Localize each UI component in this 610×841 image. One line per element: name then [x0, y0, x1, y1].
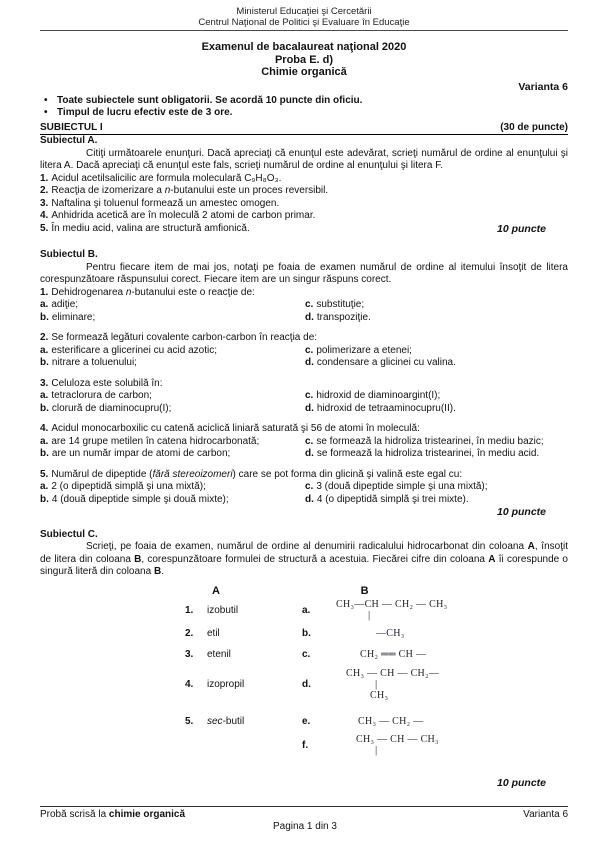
radical-name: etenil [207, 648, 231, 660]
option-c: c. hidroxid de diaminoargint(I); [305, 390, 441, 401]
row-number: 2. [185, 627, 194, 639]
option-a: a. tetraclorura de carbon; [40, 390, 152, 401]
subA-points: 10 puncte [496, 222, 546, 235]
option-b: b. are un număr impar de atomi de carbon; [40, 448, 231, 459]
option-b: b. clorură de diaminocupru(I); [40, 402, 172, 414]
subB-question-2 [40, 332, 568, 370]
header-rule [40, 30, 568, 31]
item-text: Acidul acetilsalicilic are formula moleculară C₉H₈O₃. [51, 172, 282, 184]
match-row-2 [185, 628, 568, 639]
option-c: c. substituţie; [305, 299, 365, 310]
row-number: 5. [185, 715, 194, 727]
option-d: d. condensare a glicinei cu valina. [305, 357, 456, 368]
page-number: Pagina 1 din 3 [273, 821, 337, 832]
option-row [40, 299, 568, 312]
subC-points: 10 puncte [496, 777, 546, 789]
item-number: 1. [40, 172, 49, 184]
column-headers [40, 585, 568, 597]
subB-question-5 [40, 469, 568, 507]
item-text: Anhidrida acetică are în moleculă 2 atomi de carbon primar. [51, 210, 316, 221]
bond-down: | [375, 677, 378, 690]
bullet-item [40, 95, 568, 108]
question-stem: 4. Acidul monocarboxilic cu catenă aciclică liniară saturată şi 56 de atomi în moleculă: [40, 423, 420, 434]
option-a: a. esterificare a glicerinei cu acid azotic; [40, 344, 217, 356]
match-row-4 [185, 668, 568, 701]
structural-formula-d: CH₃ — CH — CH₂— | CH₃ [332, 668, 568, 701]
bullet-icon: • [44, 107, 48, 118]
subC-section [40, 529, 568, 757]
item-text: Naftalina şi toluenul formează un amestec omogen. [51, 197, 280, 209]
subB-question-3 [40, 378, 568, 416]
matching-rows [40, 599, 568, 757]
formula-letter: e. [302, 715, 311, 727]
option-a: a. are 14 grupe metilen în catena hidrocarbonată; [40, 435, 260, 447]
subC-title: Subiectul C. [40, 528, 98, 540]
formula-letter: a. [302, 604, 311, 616]
subA-item-1 [40, 173, 568, 186]
radical-name: izopropil [207, 678, 245, 690]
match-row-3 [185, 649, 568, 660]
match-row-1 [185, 599, 568, 622]
subB-points: 10 puncte [496, 506, 546, 518]
item-text: În mediu acid, valina are structură amfionică. [51, 222, 250, 234]
section-I-heading [40, 122, 568, 136]
instruction-bullets [40, 95, 568, 120]
option-b: b. 4 (două dipeptide simple şi două mixte); [40, 493, 229, 505]
page-content [40, 6, 568, 757]
item-text: Reacţia de izomerizare a n-butanului este un proces reversibil. [51, 185, 329, 196]
formula-letter: f. [302, 739, 309, 751]
option-row [40, 436, 568, 449]
bullet-text: Timpul de lucru efectiv este de 3 ore. [57, 107, 233, 118]
row-number: 1. [185, 604, 194, 616]
subA-item-3 [40, 198, 568, 211]
subA-item-2 [40, 185, 568, 198]
structural-formula-b: —CH₃ [376, 627, 405, 639]
exam-title: Examenul de bacalaureat naţional 2020 [201, 41, 407, 53]
question-stem: 5. Numărul de dipeptide (fără stereoizomeri) care se pot forma din glicină şi valină este egal cu: [40, 468, 463, 480]
formula-letter: b. [302, 627, 311, 639]
footer [40, 809, 568, 821]
bullet-text: Toate subiectele sunt obligatorii. Se acordă 10 puncte din oficiu. [57, 94, 363, 106]
option-row [40, 494, 568, 507]
ministry-line-1: Ministerul Educaţiei şi Cercetării [236, 6, 372, 17]
subA-item-4 [40, 210, 568, 223]
bullet-item [40, 107, 568, 120]
bond-down: | [375, 743, 378, 756]
subC-intro: Scrieţi, pe foaia de examen, numărul de ordine al denumirii radicalului hidrocarbonat din coloana A, însoţit de litera din coloana B, corespunzătoare formulei de structură a acestuia. Fiecărei cifre din coloana A îi corespunde o singură literă din coloana B. [40, 541, 568, 577]
option-row [40, 345, 568, 358]
question-stem: 1. Dehidrogenarea n-butanului este o reacţie de: [40, 286, 255, 298]
structural-formula-e: CH₃ — CH₂ — [358, 715, 424, 727]
item-number: 4. [40, 210, 49, 221]
section-I-points: (30 de puncte) [500, 121, 568, 133]
option-c: c. polimerizare a etenei; [305, 344, 412, 356]
subB-intro: Pentru fiecare item de mai jos, notaţi pe foaia de examen numărul de ordine al itemului însoţit de litera corespunzătoare răspunsului corect. Fiecare item are un singur răspuns corect. [40, 261, 568, 285]
structural-formula-c: CH₂ ══ CH — [360, 648, 427, 660]
option-b: b. eliminare; [40, 311, 96, 323]
bond-down: | [368, 608, 371, 621]
subB-question-1 [40, 287, 568, 325]
option-c: c. se formează la hidroliza tristearinei, în mediu bazic; [305, 435, 544, 447]
option-d: d. hidroxid de tetraaminocupru(II). [305, 402, 456, 414]
option-b: b. nitrare a toluenului; [40, 357, 137, 368]
ministry-line-2: Centrul Naţional de Politici şi Evaluare în Educaţie [198, 17, 410, 28]
footer-left: Probă scrisă la chimie organică [40, 809, 186, 820]
footer-variant: Varianta 6 [523, 809, 568, 820]
formula-letter: d. [302, 678, 311, 690]
question-stem: 2. Se formează legături covalente carbon-carbon în reacţia de: [40, 332, 318, 343]
subA-title: Subiectul A. [40, 135, 98, 146]
option-c: c. 3 (două dipeptide simple şi una mixtă); [305, 481, 488, 492]
option-row [40, 390, 568, 403]
subB-title: Subiectul B. [40, 249, 98, 260]
option-d: d. 4 (o dipeptidă simplă şi trei mixte). [305, 493, 469, 505]
option-row [40, 357, 568, 370]
formula-letter: c. [302, 648, 311, 660]
item-number: 2. [40, 185, 49, 196]
exam-subject: Chimie organică [261, 66, 347, 78]
column-B-header: B [360, 584, 369, 597]
option-a: a. 2 (o dipeptidă simplă şi una mixtă); [40, 481, 206, 492]
footer-rule [40, 806, 568, 807]
option-d: d. transpoziţie. [305, 311, 371, 323]
item-number: 5. [40, 222, 49, 234]
radical-name: izobutil [207, 604, 239, 616]
radical-name: etil [207, 627, 220, 639]
option-a: a. adiţie; [40, 299, 79, 310]
row-number: 3. [185, 648, 194, 660]
subB-question-4 [40, 423, 568, 461]
subA-intro: Citiţi următoarele enunţuri. Dacă apreciaţi că enunţul este adevărat, scrieţi numărul de ordine al enunţului şi litera A. Dacă apreciaţi că enunţul este fals, scrieţi numărul de ordine al enunţului şi litera F. [40, 147, 568, 171]
structural-formula-a: CH₃—CH — CH₂ — CH₃ | [332, 599, 568, 622]
option-row [40, 481, 568, 494]
option-d: d. se formează la hidroliza tristearinei, în mediu acid. [305, 448, 540, 459]
row-number: 4. [185, 678, 194, 690]
column-A-header: A [212, 584, 220, 597]
title-block [40, 41, 568, 79]
option-row [40, 312, 568, 325]
question-stem: 3. Celuloza este solubilă în: [40, 377, 163, 389]
variant-label: Varianta 6 [518, 80, 568, 93]
option-row [40, 448, 568, 461]
item-number: 3. [40, 197, 49, 209]
subA-item-5 [40, 223, 568, 236]
bullet-icon: • [44, 94, 48, 106]
structural-formula-f: CH₃ — CH — CH₃ | [332, 734, 568, 757]
radical-name: sec-butil [207, 715, 245, 727]
option-row [40, 403, 568, 416]
exam-proba: Proba E. d) [274, 53, 334, 66]
match-row-6 [185, 734, 568, 757]
section-I-title: SUBIECTUL I [40, 121, 103, 133]
match-row-5 [185, 716, 568, 727]
